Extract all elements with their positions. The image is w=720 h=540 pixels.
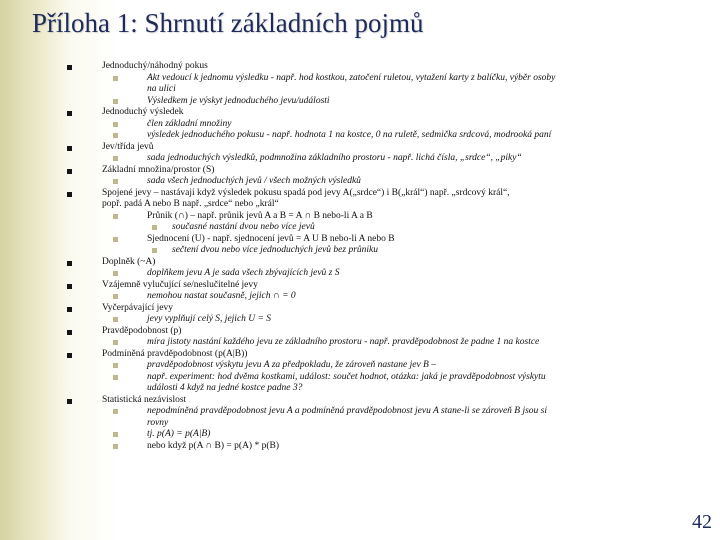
- bullet-square-icon: [113, 76, 118, 81]
- bullet-square-icon: [113, 340, 118, 345]
- bullet-text: pravděpodobnost výskytu jevu A za předpokladu, že zároveň nastane jev B –: [147, 360, 436, 370]
- bullet-line: [0, 395, 720, 407]
- bullet-line: [0, 314, 720, 326]
- bullet-line: [0, 234, 720, 246]
- bullet-text: nepodmíněná pravděpodobnost jevu A a podmíněná pravděpodobnost jevu A stane-li se zároveň B jsou si: [147, 406, 548, 416]
- bullet-text: události 4 když na jedné kostce padne 3?: [147, 383, 303, 393]
- bullet-line: [0, 142, 720, 154]
- bullet-text: doplňkem jevu A je sada všech zbývajících jevů z S: [147, 268, 340, 278]
- bullet-square-icon: [113, 317, 118, 322]
- bullet-line: [0, 119, 720, 131]
- bullet-text: Základní množina/prostor (S): [102, 164, 215, 175]
- bullet-square-icon: [113, 432, 118, 437]
- bullet-square-icon: [67, 353, 72, 358]
- bullet-square-icon: [113, 99, 118, 104]
- slide-title: Příloha 1: Shrnutí základních pojmů: [32, 8, 424, 38]
- bullet-square-icon: [113, 444, 118, 449]
- bullet-square-icon: [113, 375, 118, 380]
- bullet-line: [0, 268, 720, 280]
- bullet-text: Spojené jevy – nastávají když výsledek pokusu spadá pod jevy A(„srdce“) i B(„král“) např. „srdcový král“,: [102, 187, 510, 198]
- bullet-line: [0, 107, 720, 119]
- bullet-text: Sjednocení (U) - např. sjednocení jevů = A U B nebo-li A nebo B: [147, 233, 395, 244]
- bullet-line: [0, 222, 720, 234]
- bullet-line: [0, 153, 720, 165]
- bullet-text: Jednoduchý/náhodný pokus: [102, 61, 208, 71]
- bullet-square-icon: [67, 307, 72, 312]
- bullet-line: [0, 429, 720, 441]
- bullet-square-icon: [113, 409, 118, 414]
- bullet-square-icon: [113, 294, 118, 299]
- bullet-text: Vzájemně vylučující se/neslučitelné jevy: [102, 279, 258, 290]
- bullet-text: Pravděpodobnost (p): [102, 325, 182, 336]
- bullet-square-icon: [152, 225, 157, 230]
- bullet-text: nebo když p(A ∩ B) = p(A) * p(B): [147, 440, 280, 451]
- bullet-line: [0, 280, 720, 292]
- bullet-square-icon: [67, 169, 72, 174]
- bullet-square-icon: [67, 284, 72, 289]
- bullet-text: Doplněk (~A): [102, 256, 156, 267]
- bullet-line: [0, 418, 720, 430]
- bullet-line: [0, 326, 720, 338]
- bullet-text: např. experiment: hod dvěma kostkami, událost: součet hodnot, otázka: jaká je pravděpodobnost výskytu: [147, 371, 546, 382]
- bullet-text: Statistická nezávislost: [102, 394, 187, 405]
- bullet-text: člen základní množiny: [147, 118, 232, 129]
- bullet-text: na ulici: [147, 84, 176, 94]
- bullet-line: [0, 291, 720, 303]
- bullet-text: Podmíněná pravděpodobnost (p(A|B)): [102, 348, 248, 359]
- bullet-line: [0, 337, 720, 349]
- bullet-square-icon: [67, 65, 72, 70]
- bullet-text: tj. p(A) = p(A|B): [147, 429, 211, 439]
- bullet-line: [0, 360, 720, 372]
- bullet-text: Akt vedoucí k jednomu výsledku - např. hod kostkou, zatočení ruletou, vytažení karty z balíčku, výběr osoby: [147, 72, 556, 83]
- bullet-text: Vyčerpávající jevy: [102, 302, 173, 313]
- bullet-square-icon: [113, 122, 118, 127]
- bullet-text: jevy vyplňují celý S, jejich U = S: [147, 314, 272, 324]
- bullet-line: [0, 441, 720, 453]
- bullet-line: [0, 245, 720, 257]
- bullet-line: [0, 406, 720, 418]
- bullet-text: sada všech jednoduchých jevů / všech možných výsledků: [147, 176, 361, 186]
- bullet-line: [0, 303, 720, 315]
- page-number: 42: [692, 511, 712, 533]
- bullet-line: [0, 372, 720, 384]
- bullet-line: [0, 130, 720, 142]
- bullet-text: popř. padá A nebo B např. „srdce“ nebo „král“: [102, 199, 279, 209]
- bullet-square-icon: [113, 214, 118, 219]
- bullet-text: sečtení dvou nebo více jednoduchých jevů bez průniku: [172, 245, 379, 255]
- bullet-line: [0, 199, 720, 211]
- bullet-square-icon: [67, 330, 72, 335]
- bullet-square-icon: [67, 111, 72, 116]
- bullet-text: míra jistoty nastání každého jevu ze základního prostoru - např. pravděpodobnost že padne 1 na kostce: [147, 337, 540, 347]
- bullet-line: [0, 211, 720, 223]
- bullet-square-icon: [113, 133, 118, 138]
- bullet-square-icon: [67, 261, 72, 266]
- bullet-line: [0, 176, 720, 188]
- bullet-line: [0, 84, 720, 96]
- bullet-line: [0, 165, 720, 177]
- bullet-line: [0, 257, 720, 269]
- bullet-square-icon: [67, 146, 72, 151]
- slide-content: [0, 61, 720, 452]
- bullet-line: [0, 61, 720, 73]
- bullet-square-icon: [113, 237, 118, 242]
- bullet-line: [0, 383, 720, 395]
- bullet-square-icon: [67, 399, 72, 404]
- bullet-line: [0, 188, 720, 200]
- bullet-text: Jev/třída jevů: [102, 141, 154, 152]
- bullet-line: [0, 349, 720, 361]
- bullet-text: sada jednoduchých výsledků, podmnožina základního prostoru - např. lichá čísla, „srdce“, „piky“: [147, 153, 522, 163]
- bullet-square-icon: [152, 248, 157, 253]
- bullet-text: Výsledkem je výskyt jednoduchého jevu/události: [147, 95, 330, 106]
- bullet-text: rovny: [147, 417, 169, 428]
- bullet-text: současné nastání dvou nebo více jevů: [172, 222, 315, 232]
- bullet-text: výsledek jednoduchého pokusu - např. hodnota 1 na kostce, 0 na ruletě, sedmička srdcová, modrooká paní: [147, 130, 552, 140]
- bullet-square-icon: [113, 156, 118, 161]
- bullet-line: [0, 73, 720, 85]
- bullet-square-icon: [113, 179, 118, 184]
- bullet-text: nemohou nastat současně, jejich ∩ = 0: [147, 291, 296, 301]
- bullet-line: [0, 96, 720, 108]
- bullet-square-icon: [67, 192, 72, 197]
- bullet-text: Jednoduchý výsledek: [102, 107, 184, 117]
- bullet-text: Průnik (∩) – např. průnik jevů A a B = A ∩ B nebo-li A a B: [147, 210, 373, 221]
- bullet-square-icon: [113, 363, 118, 368]
- bullet-square-icon: [113, 271, 118, 276]
